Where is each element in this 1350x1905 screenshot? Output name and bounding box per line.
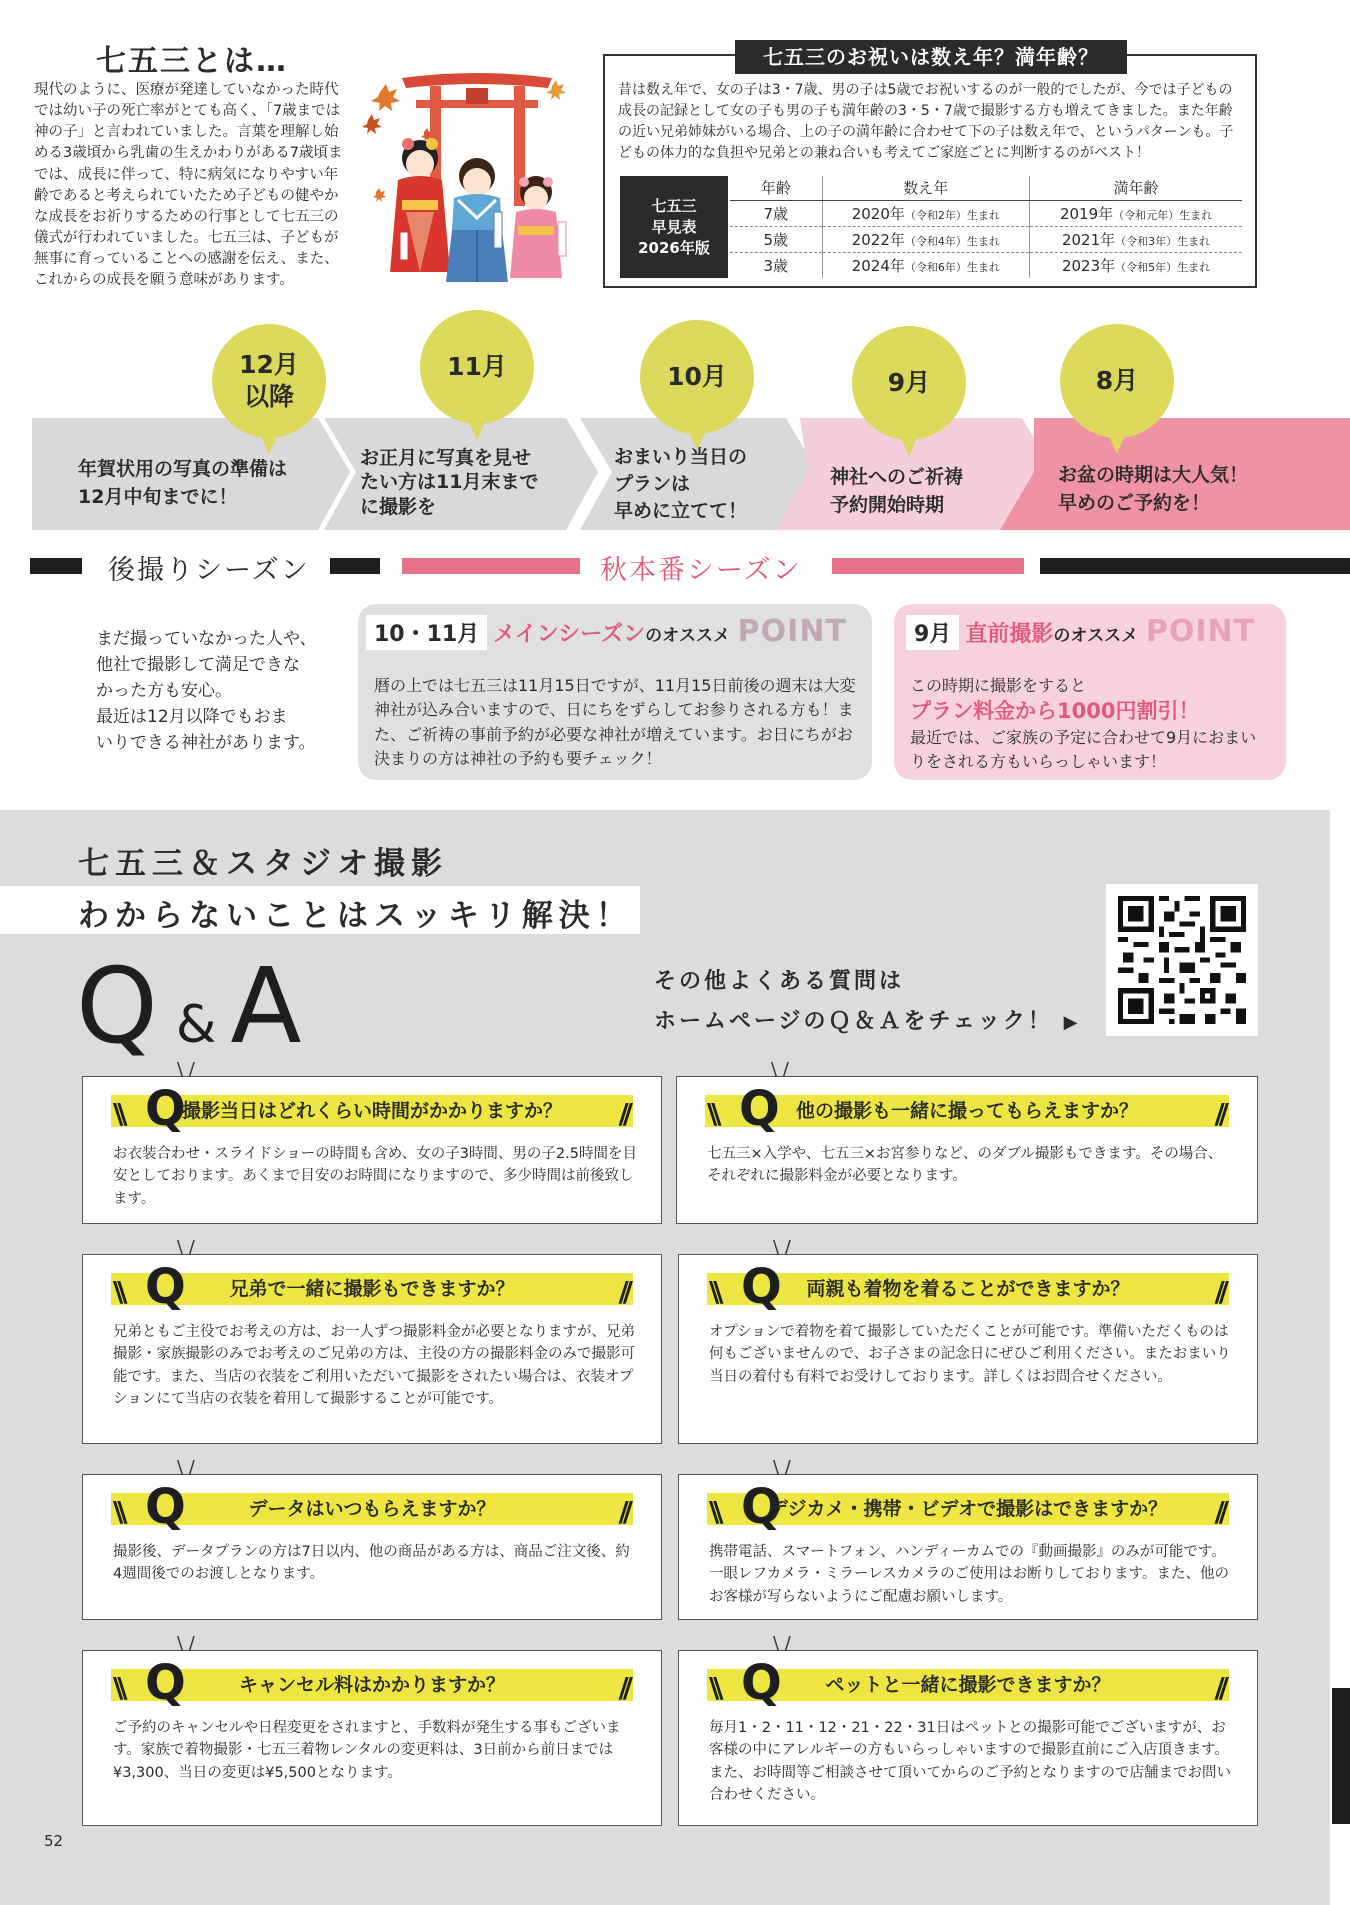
qa-heading-line1: 七五三＆スタジオ撮影	[78, 846, 448, 882]
timeline-text-sep: 神社へのご祈祷 予約開始時期	[830, 466, 964, 516]
qa-card	[678, 1237, 1258, 1444]
age-header: 年齢	[730, 176, 822, 200]
slash-decoration: //	[618, 1097, 627, 1130]
month-circle-aug: 8月	[1060, 324, 1174, 438]
question-text: デジカメ・携帯・ビデオで撮影はできますか？	[768, 1498, 1168, 1520]
month-circle-dec: 12月 以降	[212, 324, 326, 438]
slash-decoration: \\	[113, 1495, 122, 1528]
slash-decoration: //	[618, 1671, 627, 1704]
season-bar-early	[1040, 558, 1350, 574]
qa-heading-line2: わからないことはスッキリ解決！	[78, 898, 633, 934]
qa-card	[676, 1059, 1258, 1224]
season-bar-late-left	[30, 558, 82, 574]
question-text: データはいつもらえますか？	[248, 1498, 496, 1520]
q-mark: Q	[741, 1259, 782, 1315]
question-text: 兄弟で一緒に撮影もできますか？	[229, 1278, 515, 1300]
slash-decoration: //	[618, 1495, 627, 1528]
q-mark: Q	[741, 1479, 782, 1535]
question-text: ペットと一緒に撮影できますか？	[825, 1674, 1111, 1696]
slash-decoration: \\	[113, 1275, 122, 1308]
slash-decoration: //	[618, 1275, 627, 1308]
qa-logo: Q & A	[76, 945, 306, 1067]
slash-decoration: //	[1214, 1495, 1223, 1528]
point-main-body: 暦の上では七五三は11月15日ですが、11月15日前後の週末は大変神社が込み合いますので、日にちをずらしてお参りされる方も！また、ご祈祷の事前予約が必要な神社が増えています。お日にちがお決まりの方は神社の予約も要チェック！	[374, 676, 856, 769]
age-cell: 3歳	[763, 256, 789, 275]
man-cell: 2021年（令和3年）生まれ	[1030, 226, 1242, 252]
age-cell: 5歳	[730, 226, 822, 252]
page-edge-tab	[1332, 1688, 1350, 1824]
slash-decoration: //	[1214, 1097, 1223, 1130]
table-row	[730, 226, 1242, 252]
q-mark: Q	[739, 1081, 780, 1137]
answer-text: ご予約のキャンセルや日程変更をされますと、手数料が発生する事もございます。家族で着物撮影・七五三着物レンタルの変更料は、3日前から前日までは¥3,300、当日の変更は¥5,500となります。	[113, 1720, 621, 1781]
page-number: 52	[44, 1832, 64, 1850]
answer-text: 携帯電話、スマートフォン、ハンディーカムでの『動画撮影』のみが可能です。一眼レフカメラ・ミラーレスカメラのご使用はお断りしております。また、他のお客様が写らないようにご配慮お願いします。	[709, 1544, 1229, 1605]
q-mark: Q	[145, 1081, 186, 1137]
point-main-heading: 10・11月 メインシーズンのオススメ POINT	[366, 614, 847, 650]
slash-decoration: \\	[709, 1275, 718, 1308]
month-circle-sep: 9月	[852, 326, 966, 440]
month-circle-nov: 11月	[420, 310, 534, 424]
season-title-autumn: 秋本番シーズン	[600, 555, 802, 586]
qr-code[interactable]	[1106, 884, 1258, 1036]
late-season-note: まだ撮っていなかった人や、 他社で撮影して満足できな かった方も安心。 最近は12月以降でもおま いりできる神社があります。	[96, 629, 317, 753]
answer-text: 兄弟ともご主役でお考えの方は、お一人ずつ撮影料金が必要となりますが、兄弟撮影・家族撮影のみでお考えのご兄弟の方は、主役の方の撮影料金のみで撮影可能です。また、当店の衣装をご利用いただいて撮影をされたい場合は、衣装オプションにて当店の衣装を着用して撮影することが可能です。	[113, 1324, 635, 1408]
slash-decoration: \\	[709, 1495, 718, 1528]
kazoe-cell: 2022年（令和4年）生まれ	[822, 226, 1030, 252]
question-text: 撮影当日はどれくらい時間がかかりますか？	[181, 1100, 562, 1122]
age-cell: 7歳	[730, 200, 822, 226]
qa-more-link[interactable]: その他よくある質問は ホームページのＱ＆Ａをチェック！ ▶	[654, 969, 1081, 1035]
q-mark: Q	[741, 1655, 782, 1711]
kazoe-cell: 2020年（令和2年）生まれ	[822, 200, 1030, 226]
kazoe-cell: 2024年（令和6年）生まれ	[822, 252, 1030, 278]
sparkle-icon: \ /	[773, 1457, 791, 1478]
shichigosan-illustration	[362, 72, 592, 292]
answer-text: お衣装合わせ・スライドショーの時間も含め、女の子3時間、男の子2.5時間を目安としております。あくまで目安のお時間になりますので、多少時間は前後致します。	[113, 1146, 637, 1207]
season-bar-autumn-left	[402, 558, 580, 574]
q-mark: Q	[145, 1259, 186, 1315]
season-bar-late-right	[330, 558, 380, 574]
age-chart-label-line2: 早見表	[651, 217, 697, 236]
season-bar-autumn-right	[832, 558, 1024, 574]
man-header: 満年齢	[1030, 176, 1242, 200]
age-chart-label-line1: 七五三	[651, 196, 697, 215]
question-text: キャンセル料はかかりますか？	[238, 1674, 505, 1696]
intro-body: 現代のように、医療が発達していなかった時代では幼い子の死亡率がとても高く、「7歳までは神の子」と言われていました。言葉を理解し始める3歳頃から乳歯の生えかわりがある7歳頃までは、成長に伴って、特に病気になりやすい年齢であると考えられていたため子どもの健やかな成長をお祈りするための行事として七五三の儀式が行われていました。七五三は、子どもが無事に育っていることへの感謝を伝え、また、これからの成長を願う意味があります。	[34, 82, 343, 289]
table-row	[730, 200, 1242, 226]
q-mark: Q	[145, 1655, 186, 1711]
qa-card	[82, 1237, 662, 1444]
season-title-late: 後撮りシーズン	[108, 555, 310, 586]
qa-card	[82, 1059, 662, 1224]
timeline-text-nov: お正月に写真を見せ たい方は11月末まで に撮影を	[360, 447, 539, 518]
qa-card	[82, 1633, 662, 1826]
age-chart-label-line3: 2026年版	[638, 238, 710, 257]
slash-decoration: //	[1214, 1275, 1223, 1308]
sparkle-icon: \ /	[177, 1059, 195, 1080]
slash-decoration: \\	[113, 1671, 122, 1704]
age-box-body: 昔は数え年で、女の子は3・7歳、男の子は5歳でお祝いするのが一般的でしたが、今では子どもの成長の記録として女の子も男の子も満年齢の3・5・7歳で撮影する方も増えてきました。また年齢の近い兄弟姉妹がいる場合、上の子の満年齢に合わせて下の子は数え年で、というパターンも。子どもの体力的な負担や兄弟との兼ね合いも考えてご家庭ごとに判断するのがベスト！	[618, 82, 1234, 161]
timeline-text-aug: お盆の時期は大人気！ 早めのご予約を！	[1058, 464, 1249, 514]
question-text: 他の撮影も一緒に撮ってもらえますか？	[795, 1100, 1138, 1122]
month-circle-oct: 10月	[640, 320, 754, 434]
sparkle-icon: \ /	[773, 1633, 791, 1654]
sparkle-icon: \ /	[773, 1237, 791, 1258]
q-mark: Q	[145, 1479, 186, 1535]
age-box-title: 七五三のお祝いは数え年？満年齢？	[735, 40, 1127, 74]
answer-text: 毎月1・2・11・12・21・22・31日はペットとの撮影可能でございますが、お客様の中にアレルギーの方もいらっしゃいますので撮影直前にご入店頂きます。また、お時間等ご相談させて頂いてからのご予約となりますので店舗までお問い合わせください。	[709, 1720, 1231, 1804]
point-early-heading: 9月 直前撮影のオススメ POINT	[906, 614, 1255, 650]
sparkle-icon: \ /	[177, 1633, 195, 1654]
qa-card	[678, 1457, 1258, 1620]
answer-text: オプションで着物を着て撮影していただくことが可能です。準備いただくものは何もございませんので、お子さまの記念日にぜひご利用ください。またおまいり当日の着付も有料でお受けしております。詳しくはお問合せください。	[709, 1324, 1231, 1385]
slash-decoration: //	[1214, 1671, 1223, 1704]
age-chart-table	[730, 176, 1242, 278]
qa-card	[678, 1633, 1258, 1826]
answer-text: 撮影後、データプランの方は7日以内、他の商品がある方は、商品ご注文後、約4週間後でのお渡しとなります。	[113, 1544, 630, 1583]
man-cell: 2019年（令和元年）生まれ	[1030, 200, 1242, 226]
answer-text: 七五三×入学や、七五三×お宮参りなど、のダブル撮影もできます。その場合、それぞれに撮影料金が必要となります。	[707, 1146, 1223, 1185]
slash-decoration: \\	[707, 1097, 716, 1130]
point-early-body: この時期に撮影をすると プラン料金から1000円割引！ 最近では、ご家族の予定に合わせて9月におまいりをされる方もいらっしゃいます！	[910, 676, 1257, 772]
intro-title: 七五三とは…	[96, 44, 288, 79]
table-row	[730, 252, 1242, 278]
timeline-text-oct: おまいり当日の プランは 早めに立てて！	[614, 446, 748, 522]
arrow-right-icon: ▶	[1063, 1012, 1081, 1034]
qa-card	[82, 1457, 662, 1620]
sparkle-icon: \ /	[177, 1237, 195, 1258]
kazoe-header: 数え年	[822, 176, 1030, 200]
man-cell: 2023年（令和5年）生まれ	[1030, 252, 1242, 278]
question-text: 両親も着物を着ることができますか？	[806, 1278, 1130, 1300]
sparkle-icon: \ /	[771, 1059, 789, 1080]
sparkle-icon: \ /	[177, 1457, 195, 1478]
timeline-text-dec: 年賀状用の写真の準備は 12月中旬までに！	[78, 458, 288, 508]
slash-decoration: \\	[709, 1671, 718, 1704]
slash-decoration: \\	[113, 1097, 122, 1130]
age-chart-label	[620, 176, 728, 278]
